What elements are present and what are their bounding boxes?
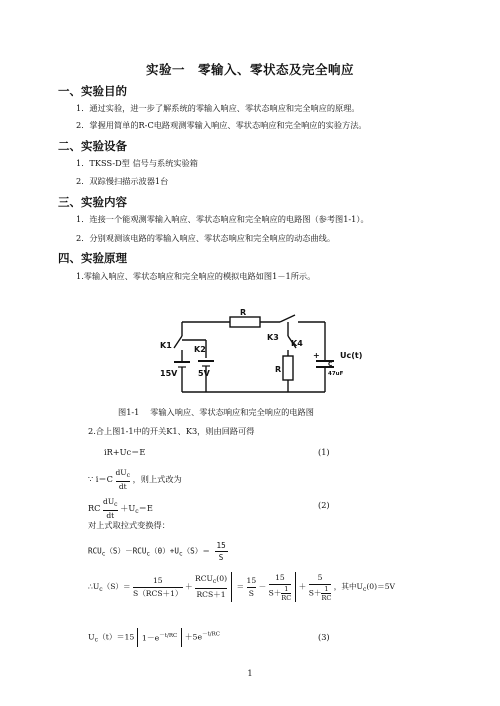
label-Uc: Uc(t)	[340, 351, 363, 360]
equation-current: ∵ i＝C $dU_c$ dt ，则上式改为	[88, 468, 182, 491]
equation-2: RC $dU_c$ dt $+U_c=E$	[88, 497, 153, 520]
laplace-intro: 对上式取拉式变换得：	[88, 520, 170, 530]
principle-item-1: 1.零输入响应、零状态响应和完全响应的模拟电路如图1－1所示。	[76, 271, 316, 281]
purpose-item-2: 2．掌握用简单的R-C电路观测零输入响应、零状态响应和完全响应的实验方法。	[76, 120, 367, 130]
label-K4: K4	[291, 339, 303, 348]
label-K1: K1	[160, 341, 172, 350]
circuit-diagram	[160, 306, 370, 402]
label-R-vertical: R	[275, 365, 282, 374]
equipment-item-1: 1．TKSS-D型 信号与系统实验箱	[76, 158, 198, 168]
label-15V: 15V	[160, 369, 178, 378]
figure-caption: 图1-1 零输入响应、零状态响应和完全响应的电路图	[118, 407, 314, 417]
content-item-2: 2．分别观测该电路的零输入响应、零状态响应和完全响应的动态曲线。	[76, 233, 336, 243]
equation-1: iR+Uc＝E	[104, 447, 146, 457]
equation-3: $U_c(t)=15$ $1-e^{-t/RC} +5e^{-t/RC}$	[88, 628, 220, 647]
label-R-top: R	[240, 308, 247, 317]
equation-3-number: (3)	[318, 632, 330, 642]
purpose-item-1: 1．通过实验，进一步了解系统的零输入响应、零状态响应和完全响应的原理。	[76, 103, 360, 113]
label-plus: +	[313, 351, 320, 360]
label-K2: K2	[194, 345, 206, 354]
equation-laplace: $RCU_c(S)-RCU_c(0)+U_c(S)=$ $\frac{15}{S}$	[88, 541, 226, 562]
label-5V: 5V	[198, 369, 210, 378]
equation-solution: $\therefore U_c(S)=$ 15 S（RCS＋1） ＋ $RCU_c(0)$ RCS＋1 ＝ $\frac{15}{S}$ － 15 S＋ $\frac{1}{RC}$ ＋ 5 S＋ $\frac{1}{RC}$ ，其中$U_c(0)=5V$	[88, 573, 396, 602]
page-number: 1	[247, 668, 253, 678]
equipment-item-2: 2．双踪慢扫描示波器1台	[76, 176, 169, 186]
page-title: 实验一 零输入、零状态及完全响应	[145, 62, 354, 77]
equation-1-number: (1)	[318, 447, 330, 457]
paragraph-closing-switches: 2.合上图1-1中的开关K1、K3，则由回路可得	[88, 426, 255, 436]
section-heading-principle: 四、实验原理	[58, 251, 127, 265]
label-C: C	[328, 361, 333, 368]
section-heading-equipment: 二、实验设备	[58, 139, 127, 153]
section-heading-content: 三、实验内容	[58, 195, 127, 209]
label-47uF: 47uF	[328, 371, 344, 377]
section-heading-purpose: 一、实验目的	[58, 84, 127, 98]
equation-2-number: (2)	[318, 500, 330, 510]
content-item-1: 1．连接一个能观测零输入响应、零状态响应和完全响应的电路图（参考图1-1）。	[76, 214, 369, 224]
label-K3: K3	[267, 333, 279, 342]
